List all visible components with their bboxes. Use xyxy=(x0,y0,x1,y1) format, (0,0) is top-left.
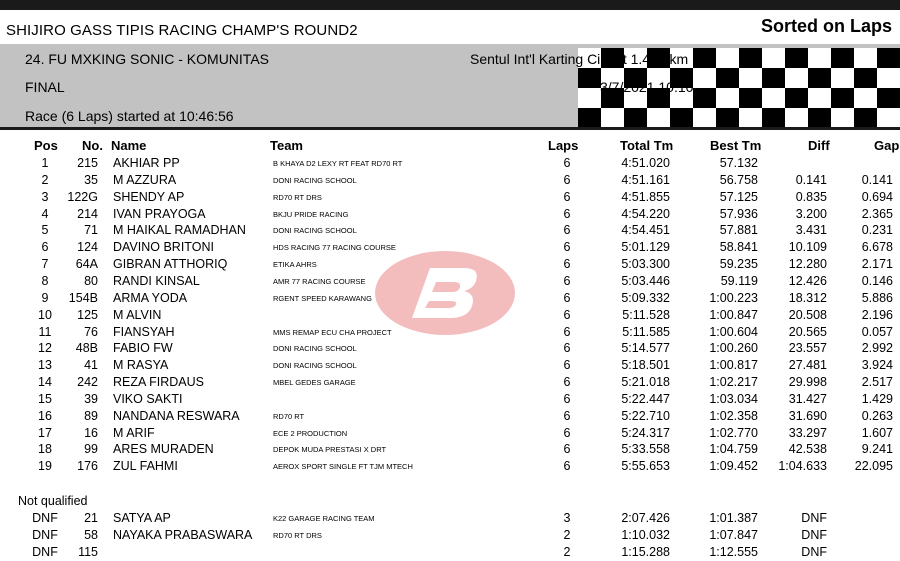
result-diff: 1:04.633 xyxy=(778,459,827,474)
result-diff: 20.508 xyxy=(788,307,827,322)
result-total: 5:01.129 xyxy=(621,240,670,255)
result-total: 4:51.020 xyxy=(621,156,670,170)
result-diff: 23.557 xyxy=(788,341,827,356)
result-laps: 6 xyxy=(563,156,571,170)
result-laps: 6 xyxy=(563,425,571,440)
result-no: 41 xyxy=(84,358,98,373)
result-gap: 1.607 xyxy=(861,425,893,440)
result-name: REZA FIRDAUS xyxy=(113,375,204,390)
result-name: M AZZURA xyxy=(113,172,177,187)
result-pos: 3 xyxy=(41,189,49,204)
result-no: 99 xyxy=(84,442,98,457)
result-no: 71 xyxy=(84,223,98,238)
result-total: 4:54.220 xyxy=(621,206,670,221)
result-team: AEROX SPORT SINGLE FT TJM MTECH xyxy=(273,462,413,472)
result-pos: 19 xyxy=(38,459,52,474)
result-best: 1:04.759 xyxy=(709,442,758,457)
result-name: GIBRAN ATTHORIQ xyxy=(113,257,228,272)
result-best: 59.235 xyxy=(719,257,758,272)
result-best: 1:00.604 xyxy=(709,324,758,339)
nq-no: 58 xyxy=(84,527,98,542)
result-pos: 8 xyxy=(41,273,49,288)
result-diff: 12.426 xyxy=(788,273,827,288)
result-name: M ALVIN xyxy=(113,307,162,322)
result-diff: 20.565 xyxy=(788,324,827,339)
nq-no: 115 xyxy=(78,544,98,559)
result-team: BKJU PRIDE RACING xyxy=(273,209,349,219)
result-gap: 2.196 xyxy=(861,307,893,322)
result-laps: 6 xyxy=(563,459,571,474)
result-team: DONI RACING SCHOOL xyxy=(273,361,357,371)
result-gap: 6.678 xyxy=(861,240,893,255)
result-name: FIANSYAH xyxy=(113,324,175,339)
result-no: 80 xyxy=(84,273,98,288)
result-diff: 0.835 xyxy=(795,189,827,204)
result-name: RANDI KINSAL xyxy=(113,273,200,288)
result-team: ETIKA AHRS xyxy=(273,260,317,270)
result-pos: 17 xyxy=(38,425,52,440)
result-no: 48B xyxy=(75,341,98,356)
nq-diff: DNF xyxy=(801,527,827,542)
result-name: ZUL FAHMI xyxy=(113,459,178,474)
result-diff: 0.141 xyxy=(795,172,827,187)
result-laps: 6 xyxy=(563,223,571,238)
result-name: SHENDY AP xyxy=(113,189,185,204)
result-gap: 9.241 xyxy=(861,442,893,457)
result-best: 1:00.847 xyxy=(709,307,758,322)
result-total: 5:22.447 xyxy=(621,391,670,406)
result-best: 1:02.770 xyxy=(709,425,758,440)
circuit-name: Sentul Int'l Karting Circuit 1.400 km xyxy=(470,51,689,67)
result-no: 35 xyxy=(84,172,98,187)
result-pos: 14 xyxy=(38,375,52,390)
result-total: 5:22.710 xyxy=(621,408,670,423)
nq-laps: 2 xyxy=(563,527,571,542)
result-best: 59.119 xyxy=(720,273,758,288)
result-best: 1:02.358 xyxy=(709,408,758,423)
result-best: 57.936 xyxy=(719,206,758,221)
result-total: 5:11.528 xyxy=(622,307,670,322)
result-no: 125 xyxy=(77,307,98,322)
result-best: 1:02.217 xyxy=(709,375,758,390)
result-no: 64A xyxy=(75,257,98,272)
result-best: 1:00.223 xyxy=(709,290,758,305)
result-diff: 29.998 xyxy=(788,375,827,390)
nq-laps: 3 xyxy=(563,511,571,525)
not-qualified-label: Not qualified xyxy=(18,494,88,508)
result-total: 5:18.501 xyxy=(621,358,670,373)
result-gap: 1.429 xyxy=(861,391,893,406)
result-gap: 0.141 xyxy=(861,172,893,187)
result-best: 58.841 xyxy=(719,240,758,255)
result-diff: 31.427 xyxy=(788,391,827,406)
nq-team: K22 GARAGE RACING TEAM xyxy=(273,514,375,523)
event-title: SHIJIRO GASS TIPIS RACING CHAMP'S ROUND2 xyxy=(6,22,358,39)
result-team: RGENT SPEED KARAWANG xyxy=(273,293,372,303)
result-no: 16 xyxy=(84,425,98,440)
result-name: AKHIAR PP xyxy=(113,156,180,170)
col-laps: Laps xyxy=(548,138,579,153)
result-no: 242 xyxy=(77,375,98,390)
result-name: M RASYA xyxy=(113,358,169,373)
result-no: 215 xyxy=(77,156,98,170)
result-total: 5:14.577 xyxy=(621,341,670,356)
result-team: DONI RACING SCHOOL xyxy=(273,175,357,185)
result-laps: 6 xyxy=(563,324,571,339)
result-best: 57.881 xyxy=(719,223,758,238)
result-pos: 7 xyxy=(41,257,49,272)
result-laps: 6 xyxy=(563,290,571,305)
result-gap: 0.231 xyxy=(861,223,893,238)
nq-pos: DNF xyxy=(32,544,58,559)
col-pos: Pos xyxy=(34,138,58,153)
nq-team: RD70 RT DRS xyxy=(273,530,322,540)
result-diff: 3.200 xyxy=(795,206,827,221)
nq-diff: DNF xyxy=(801,511,827,525)
result-total: 5:03.446 xyxy=(621,273,670,288)
result-no: 39 xyxy=(84,391,98,406)
race-info: Race (6 Laps) started at 10:46:56 xyxy=(25,108,234,124)
result-team: HDS RACING 77 RACING COURSE xyxy=(273,243,396,253)
result-laps: 6 xyxy=(563,358,571,373)
result-no: 76 xyxy=(84,324,98,339)
result-gap: 0.146 xyxy=(861,273,893,288)
result-total: 5:55.653 xyxy=(621,459,670,474)
result-pos: 4 xyxy=(41,206,49,221)
result-pos: 5 xyxy=(41,223,49,238)
title-row xyxy=(0,10,900,44)
result-team: MBEL GEDES GARAGE xyxy=(273,378,356,388)
result-pos: 6 xyxy=(41,240,49,255)
result-name: M ARIF xyxy=(113,425,155,440)
result-laps: 6 xyxy=(563,391,571,406)
result-total: 4:51.855 xyxy=(621,189,670,204)
result-pos: 18 xyxy=(38,442,52,457)
result-total: 4:54.451 xyxy=(621,223,670,238)
result-laps: 6 xyxy=(563,206,571,221)
result-name: FABIO FW xyxy=(113,341,173,356)
result-team: AMR 77 RACING COURSE xyxy=(273,276,366,286)
result-gap: 0.263 xyxy=(861,408,893,423)
result-diff: 3.431 xyxy=(795,223,827,238)
result-laps: 6 xyxy=(563,341,571,356)
result-best: 1:03.034 xyxy=(709,391,758,406)
col-gap: Gap xyxy=(874,138,900,153)
result-team: DEPOK MUDA PRESTASI X DRT xyxy=(273,445,387,455)
result-gap: 0.694 xyxy=(861,189,893,204)
result-pos: 2 xyxy=(41,172,49,187)
result-gap: 2.517 xyxy=(861,375,893,390)
result-team: RD70 RT xyxy=(273,411,305,421)
result-laps: 6 xyxy=(563,172,571,187)
result-diff: 33.297 xyxy=(788,425,827,440)
sorted-label: Sorted on Laps xyxy=(760,16,892,36)
result-no: 154B xyxy=(68,290,98,305)
result-laps: 6 xyxy=(563,273,571,288)
result-name: ARMA YODA xyxy=(113,290,188,305)
result-no: 122G xyxy=(67,189,98,204)
result-name: M HAIKAL RAMADHAN xyxy=(113,223,246,238)
col-total: Total Tm xyxy=(620,138,674,153)
result-total: 5:33.558 xyxy=(621,442,670,457)
race-datetime: 3/7/2021 10:10 xyxy=(600,79,694,95)
result-laps: 6 xyxy=(563,442,571,457)
result-name: IVAN PRAYOGA xyxy=(113,206,206,221)
result-laps: 6 xyxy=(563,189,571,204)
result-no: 214 xyxy=(77,206,98,221)
nq-best: 1:01.387 xyxy=(709,511,758,525)
result-diff: 42.538 xyxy=(788,442,827,457)
result-name: ARES MURADEN xyxy=(113,442,214,457)
nq-total: 2:07.426 xyxy=(621,511,670,525)
col-best: Best Tm xyxy=(710,138,762,153)
result-best: 1:09.452 xyxy=(709,459,758,474)
result-pos: 16 xyxy=(38,408,52,423)
result-best: 57.132 xyxy=(719,156,758,170)
result-total: 5:21.018 xyxy=(621,375,670,390)
result-team: DONI RACING SCHOOL xyxy=(273,226,357,236)
result-pos: 9 xyxy=(41,290,49,305)
result-pos: 1 xyxy=(41,156,49,170)
nq-total: 1:15.288 xyxy=(621,544,670,559)
result-no: 89 xyxy=(84,408,98,423)
result-gap: 0.057 xyxy=(861,324,893,339)
result-total: 5:24.317 xyxy=(621,425,670,440)
header-rule xyxy=(0,127,900,130)
result-gap: 3.924 xyxy=(861,358,893,373)
result-gap: 2.365 xyxy=(861,206,893,221)
result-team: MMS REMAP ECU CHA PROJECT xyxy=(273,327,392,337)
nq-best: 1:12.555 xyxy=(709,544,758,559)
result-no: 176 xyxy=(77,459,98,474)
result-best: 1:00.260 xyxy=(709,341,758,356)
result-pos: 12 xyxy=(38,341,52,356)
result-team: DONI RACING SCHOOL xyxy=(273,344,357,354)
result-total: 5:11.585 xyxy=(622,324,670,339)
nq-total: 1:10.032 xyxy=(621,527,670,542)
result-name: VIKO SAKTI xyxy=(113,391,183,406)
class-name: 24. FU MXKING SONIC - KOMUNITAS xyxy=(25,51,269,67)
result-best: 56.758 xyxy=(719,172,758,187)
col-name: Name xyxy=(111,138,147,153)
result-diff: 12.280 xyxy=(788,257,827,272)
result-gap: 2.171 xyxy=(861,257,893,272)
result-name: NANDANA RESWARA xyxy=(113,408,240,423)
nq-diff: DNF xyxy=(801,544,827,559)
result-team: B KHAYA D2 LEXY RT FEAT RD70 RT xyxy=(273,159,403,168)
result-gap: 5.886 xyxy=(861,290,893,305)
session-name: FINAL xyxy=(25,79,65,95)
result-no: 124 xyxy=(77,240,98,255)
nq-laps: 2 xyxy=(563,544,571,559)
col-diff: Diff xyxy=(808,138,830,153)
result-total: 4:51.161 xyxy=(621,172,670,187)
result-best: 57.125 xyxy=(719,189,758,204)
result-laps: 6 xyxy=(563,408,571,423)
result-diff: 18.312 xyxy=(788,290,827,305)
nq-no: 21 xyxy=(84,511,98,525)
result-laps: 6 xyxy=(563,375,571,390)
result-name: DAVINO BRITONI xyxy=(113,240,214,255)
result-gap: 22.095 xyxy=(854,459,893,474)
result-laps: 6 xyxy=(563,257,571,272)
top-rule xyxy=(0,0,900,10)
nq-best: 1:07.847 xyxy=(709,527,758,542)
result-diff: 10.109 xyxy=(788,240,827,255)
result-pos: 11 xyxy=(38,324,52,339)
result-pos: 10 xyxy=(38,307,52,322)
result-total: 5:09.332 xyxy=(621,290,670,305)
result-team: ECE 2 PRODUCTION xyxy=(273,428,348,438)
result-laps: 6 xyxy=(563,240,571,255)
result-gap: 2.992 xyxy=(861,341,893,356)
col-team: Team xyxy=(270,138,303,153)
nq-pos: DNF xyxy=(32,511,58,525)
result-team: RD70 RT DRS xyxy=(273,192,322,202)
result-total: 5:03.300 xyxy=(621,257,670,272)
session-header xyxy=(0,44,900,128)
nq-name: NAYAKA PRABASWARA xyxy=(113,527,253,542)
result-pos: 15 xyxy=(38,391,52,406)
result-diff: 31.690 xyxy=(788,408,827,423)
result-laps: 6 xyxy=(563,307,571,322)
col-no: No. xyxy=(82,138,103,153)
nq-pos: DNF xyxy=(32,527,58,542)
result-best: 1:00.817 xyxy=(709,358,758,373)
result-pos: 13 xyxy=(38,358,52,373)
result-diff: 27.481 xyxy=(788,358,827,373)
nq-name: SATYA AP xyxy=(113,511,171,525)
